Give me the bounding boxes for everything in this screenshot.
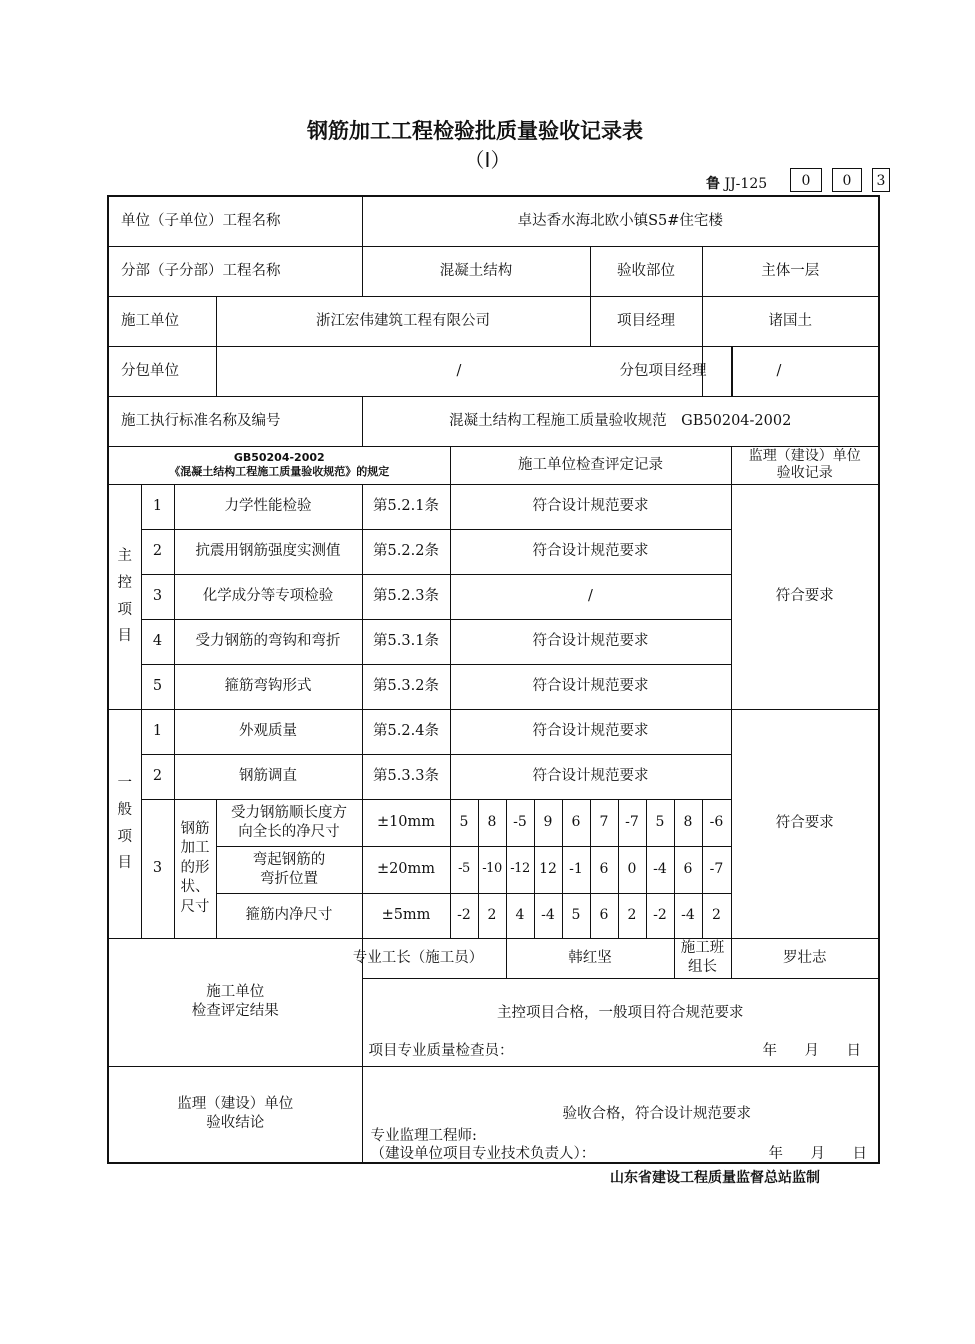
supervisor-header — [731, 446, 879, 484]
code-number: JJ-125 — [724, 176, 768, 192]
main-item-result: 符合设计规范要求 — [450, 619, 731, 664]
measurement-name — [216, 846, 362, 893]
general-item-row — [108, 709, 879, 754]
main-control-group-label — [108, 484, 141, 709]
form-subtitle: （I） — [464, 148, 511, 172]
footer-org: 山东省建设工程质量监督总站监制 — [610, 1170, 820, 1186]
measurement-name-line: 弯折位置 — [260, 870, 318, 887]
supervision-owner-label: （建设单位项目专业技术负责人）： — [370, 1145, 596, 1162]
measurement-value: -4 — [534, 893, 562, 938]
main-item-result: / — [450, 574, 731, 619]
main-item-result: 符合设计规范要求 — [450, 529, 731, 574]
spec-code: GB50204-2002 — [233, 451, 325, 465]
standard-label: 施工执行标准名称及编号 — [108, 396, 362, 446]
item3-no: 3 — [141, 799, 174, 938]
subcontractor-label: 分包单位 — [108, 346, 216, 396]
supervision-engineer-label: 专业监理工程师: — [370, 1127, 477, 1144]
measurement-value: 8 — [478, 799, 506, 846]
measurement-tolerance: ±5mm — [362, 893, 450, 938]
supervision-month: 月 — [810, 1145, 825, 1162]
measurement-tolerance: ±10mm — [362, 799, 450, 846]
item3-group-line: 的形 — [180, 859, 210, 876]
sub-pm-value: / — [776, 362, 782, 379]
main-item-result: 符合设计规范要求 — [450, 664, 731, 709]
measurement-value: 7 — [590, 799, 618, 846]
measurement-value: 6 — [590, 846, 618, 893]
code-box-2: 0 — [832, 168, 862, 192]
form-title: 钢筋加工工程检验批质量验收记录表 — [307, 119, 643, 143]
inspector-year: 年 — [762, 1043, 777, 1059]
constructor-row — [108, 296, 879, 346]
measurement-name — [216, 799, 362, 846]
code-box-3: 3 — [872, 168, 890, 192]
supervisor-header-line1: 监理（建设）单位 — [748, 447, 861, 464]
construction-result-label — [108, 938, 362, 1066]
general-label-char: 目 — [117, 855, 132, 872]
sub-project-row — [108, 246, 879, 296]
subcontractor-row — [108, 346, 879, 396]
measurement-value: 12 — [534, 846, 562, 893]
form-code — [706, 173, 767, 193]
measurement-name-line: 弯起钢筋的 — [252, 851, 326, 868]
acceptance-record-table — [107, 195, 880, 1164]
column-header-row — [108, 446, 879, 484]
measurement-name: 箍筋内净尺寸 — [216, 893, 362, 938]
code-box-1: 0 — [790, 168, 822, 192]
subcontractor-value: / — [216, 346, 702, 396]
team-leader-label: 施工班组长 — [674, 938, 731, 978]
measurement-value: 6 — [590, 893, 618, 938]
measurement-value: 8 — [674, 799, 702, 846]
general-item-result: 符合设计规范要求 — [450, 754, 731, 799]
measurement-value: 6 — [562, 799, 590, 846]
main-label-char: 主 — [117, 547, 132, 564]
supervisor-header-line2: 验收记录 — [776, 465, 833, 481]
unit-project-label: 单位（子单位）工程名称 — [108, 196, 362, 246]
supervision-label-line: 监理（建设）单位 — [177, 1096, 294, 1113]
standard-value: 混凝土结构工程施工质量验收规范 GB50204-2002 — [362, 396, 879, 446]
item3-group-line: 状、 — [180, 879, 210, 896]
foreman-label — [352, 938, 506, 978]
accept-part-value: 主体一层 — [702, 246, 879, 296]
main-item-name: 抗震用钢筋强度实测值 — [174, 529, 362, 574]
measurement-value: -1 — [562, 846, 590, 893]
construction-result-label-line: 检查评定结果 — [191, 1003, 279, 1019]
main-item-clause: 第5.2.3条 — [362, 574, 450, 619]
spec-name: 《混凝土结构工程施工质量验收规范》的规定 — [169, 465, 390, 478]
general-item-no: 1 — [141, 709, 174, 754]
measurement-value: -5 — [450, 846, 478, 893]
measurement-value: 2 — [618, 893, 646, 938]
measurement-value: 5 — [562, 893, 590, 938]
main-label-char: 项 — [117, 601, 132, 618]
measurement-value: 4 — [506, 893, 534, 938]
inspector-day: 日 — [846, 1043, 861, 1059]
measurement-value: 5 — [450, 799, 478, 846]
construction-conclusion-text: 主控项目合格，一般项目符合规范要求 — [497, 1004, 744, 1021]
unit-project-row — [108, 196, 879, 246]
supervision-label-line: 验收结论 — [206, 1115, 265, 1132]
measurement-name-line: 受力钢筋顺长度方 — [231, 804, 347, 821]
main-item-no: 2 — [141, 529, 174, 574]
main-item-name: 化学成分等专项检验 — [174, 574, 362, 619]
inspector-month: 月 — [804, 1043, 819, 1059]
general-item-result: 符合设计规范要求 — [450, 709, 731, 754]
sub-project-value — [362, 246, 590, 296]
measurement-tolerance: ±20mm — [362, 846, 450, 893]
foreman-label-text: 专业工长（施工员） — [352, 949, 484, 966]
main-item-clause: 第5.3.2条 — [362, 664, 450, 709]
item3-group — [174, 799, 216, 938]
sub-project-label: 分部（子分部）工程名称 — [108, 246, 362, 296]
main-label-char: 控 — [117, 574, 132, 591]
general-supervisor-result: 符合要求 — [731, 709, 879, 938]
general-item-name: 外观质量 — [174, 709, 362, 754]
measurement-value: -5 — [506, 799, 534, 846]
measurement-value: 2 — [478, 893, 506, 938]
measurement-value: 0 — [618, 846, 646, 893]
main-item-no: 3 — [141, 574, 174, 619]
general-item-clause: 第5.3.3条 — [362, 754, 450, 799]
supervision-year: 年 — [768, 1145, 783, 1162]
general-label-char: 一 — [117, 774, 132, 791]
main-item-clause: 第5.2.2条 — [362, 529, 450, 574]
foreman-value: 韩红坚 — [506, 938, 674, 978]
measurement-value: -2 — [646, 893, 674, 938]
accept-part-label: 验收部位 — [590, 246, 702, 296]
sub-project-value-text: 混凝土结构 — [439, 262, 513, 279]
general-label-char: 般 — [117, 801, 132, 818]
check-record-header: 施工单位检查评定记录 — [450, 446, 731, 484]
foreman-row — [108, 938, 879, 978]
measurement-value: -10 — [478, 846, 506, 893]
main-item-name: 受力钢筋的弯钩和弯折 — [174, 619, 362, 664]
inspector-line — [362, 1038, 879, 1066]
main-item-row — [108, 484, 879, 529]
supervision-result-label — [108, 1066, 362, 1163]
measurement-value: -2 — [450, 893, 478, 938]
main-item-name: 箍筋弯钩形式 — [174, 664, 362, 709]
pm-value: 诸国土 — [702, 296, 879, 346]
inspector-label: 项目专业质量检查员： — [368, 1043, 514, 1060]
general-item-name: 钢筋调直 — [174, 754, 362, 799]
measurement-value: -12 — [506, 846, 534, 893]
general-item-no: 2 — [141, 754, 174, 799]
item3-group-line: 尺寸 — [180, 898, 210, 915]
measurement-value: 2 — [702, 893, 731, 938]
measurement-value: -7 — [618, 799, 646, 846]
main-supervisor-result: 符合要求 — [731, 484, 879, 709]
main-item-no: 4 — [141, 619, 174, 664]
supervision-conclusion: 验收合格，符合设计规范要求 — [562, 1105, 751, 1122]
measurement-value: -4 — [646, 846, 674, 893]
team-leader-value: 罗壮志 — [731, 938, 879, 978]
main-item-no: 1 — [141, 484, 174, 529]
constructor-value: 浙江宏伟建筑工程有限公司 — [216, 296, 590, 346]
measurement-value: -6 — [702, 799, 731, 846]
standard-row — [108, 396, 879, 446]
sub-pm-cell — [619, 346, 879, 396]
main-item-name: 力学性能检验 — [174, 484, 362, 529]
pm-label: 项目经理 — [590, 296, 702, 346]
main-item-clause: 第5.2.1条 — [362, 484, 450, 529]
measurement-value: -4 — [674, 893, 702, 938]
supervision-day: 日 — [852, 1145, 867, 1162]
general-group-label — [108, 709, 141, 938]
item3-group-line: 加工 — [180, 840, 210, 857]
supervision-result-cell — [362, 1066, 879, 1163]
main-item-no: 5 — [141, 664, 174, 709]
general-label-char: 项 — [117, 828, 132, 845]
constructor-label: 施工单位 — [108, 296, 216, 346]
main-label-char: 目 — [117, 628, 132, 645]
unit-project-value: 卓达香水海北欧小镇S5#住宅楼 — [362, 196, 879, 246]
sub-pm-divider — [732, 346, 733, 396]
main-item-result: 符合设计规范要求 — [450, 484, 731, 529]
supervision-row — [108, 1066, 879, 1163]
measurement-name-line: 向全长的净尺寸 — [238, 823, 340, 840]
measurement-value: 9 — [534, 799, 562, 846]
measurement-value: 5 — [646, 799, 674, 846]
code-prefix: 鲁 — [706, 176, 720, 192]
construction-result-label-line: 施工单位 — [206, 984, 265, 1001]
measurement-value: 6 — [674, 846, 702, 893]
sub-pm-label: 分包项目经理 — [619, 362, 707, 379]
spec-header — [108, 446, 450, 484]
general-item-clause: 第5.2.4条 — [362, 709, 450, 754]
main-item-clause: 第5.3.1条 — [362, 619, 450, 664]
construction-conclusion — [362, 978, 879, 1038]
item3-group-line: 钢筋 — [180, 820, 210, 837]
measurement-value: -7 — [702, 846, 731, 893]
